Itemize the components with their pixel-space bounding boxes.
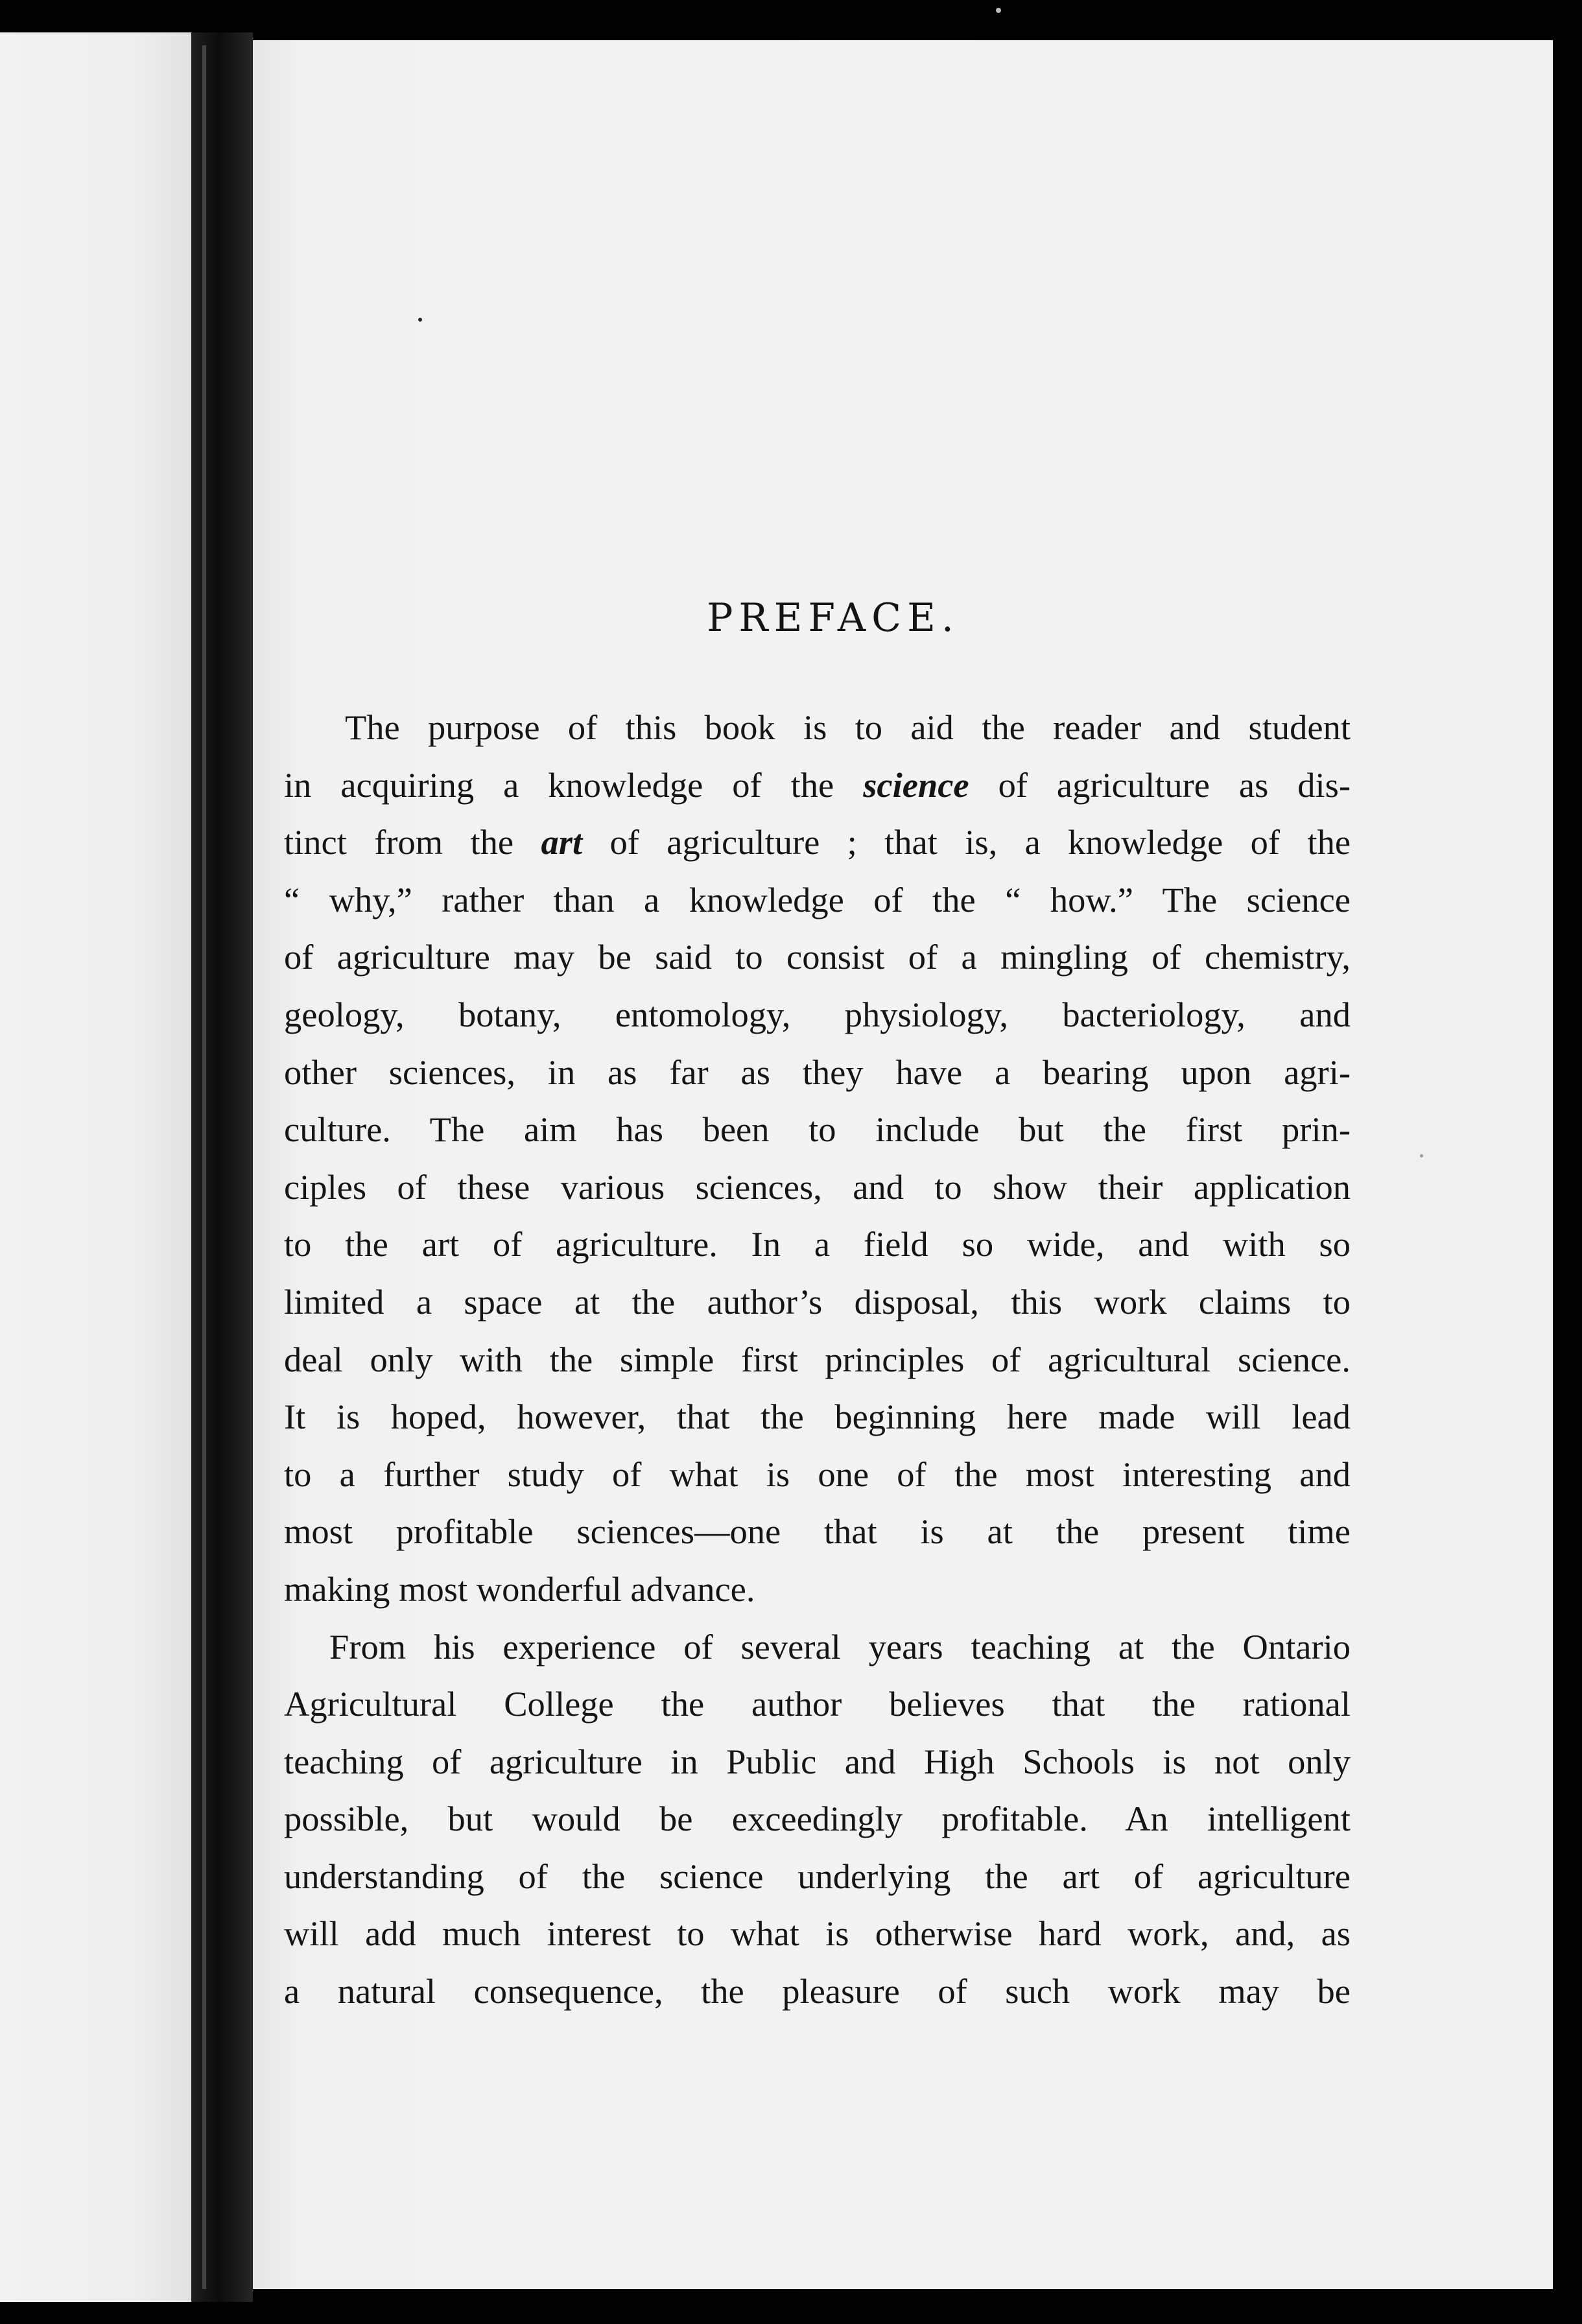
text-line: most profitable sciences—one that is at the present time xyxy=(284,1512,1351,1552)
text-line: other sciences, in as far as they have a bearing upon agri- xyxy=(284,1052,1351,1092)
text-line xyxy=(284,757,1351,814)
text-line: From his experience of several years teaching at the Ontario xyxy=(329,1626,1351,1666)
text-line: culture. The aim has been to include but the first prin- xyxy=(284,1109,1351,1150)
text-line: Agricultural College the author believes that the rational xyxy=(284,1684,1351,1724)
text-line: It is hoped, however, that the beginning here made will lead xyxy=(284,1397,1351,1437)
text-line: making most wonderful advance. xyxy=(284,1569,755,1609)
scan-speck xyxy=(996,8,1001,13)
text-line: ciples of these various sciences, and to show their application xyxy=(284,1167,1351,1207)
text-line: teaching of agriculture in Public and High Schools is not only xyxy=(284,1741,1351,1781)
page-title: PREFACE. xyxy=(707,595,960,641)
text-line: of agriculture may be said to consist of a mingling of chemistry, xyxy=(284,937,1351,977)
gutter-edge xyxy=(202,45,206,2289)
emphasis-art: art xyxy=(541,822,583,862)
text-segment: tinct from the xyxy=(284,822,514,862)
scan-speck xyxy=(418,318,422,322)
emphasis-science: science xyxy=(863,765,969,805)
text-line: “ why,” rather than a knowledge of the “ how.” The science xyxy=(284,879,1351,919)
paragraph-1 xyxy=(284,699,1351,1618)
text-line: deal only with the simple first principles of agricultural science. xyxy=(284,1339,1351,1379)
text-line xyxy=(284,814,1351,872)
text-line: The purpose of this book is to aid the reader and student xyxy=(345,707,1351,747)
text-line: understanding of the science underlying the art of agriculture xyxy=(284,1856,1351,1896)
text-line: to a further study of what is one of the most interesting and xyxy=(284,1454,1351,1494)
text-line: limited a space at the author’s disposal, this work claims to xyxy=(284,1281,1351,1322)
right-scan-border xyxy=(1553,40,1582,2289)
left-blank-page xyxy=(0,32,191,2302)
text-line: geology, botany, entomology, physiology, bacteriology, and xyxy=(284,994,1351,1034)
text-segment: of agriculture ; that is, a knowledge of the xyxy=(609,822,1351,862)
scan-speck xyxy=(1420,1154,1423,1157)
preface-body xyxy=(284,699,1351,2021)
text-segment: in acquiring a knowledge of the xyxy=(284,765,834,805)
text-line: to the art of agriculture. In a field so wide, and with so xyxy=(284,1224,1351,1264)
text-line: will add much interest to what is otherwise hard work, and, as xyxy=(284,1914,1351,1954)
text-segment: of agriculture as dis- xyxy=(998,765,1351,805)
book-gutter xyxy=(191,32,253,2302)
paragraph-2 xyxy=(284,1618,1351,2021)
text-line: a natural consequence, the pleasure of such work may be xyxy=(284,1971,1351,2011)
text-line: possible, but would be exceedingly profitable. An intelligent xyxy=(284,1799,1351,1839)
